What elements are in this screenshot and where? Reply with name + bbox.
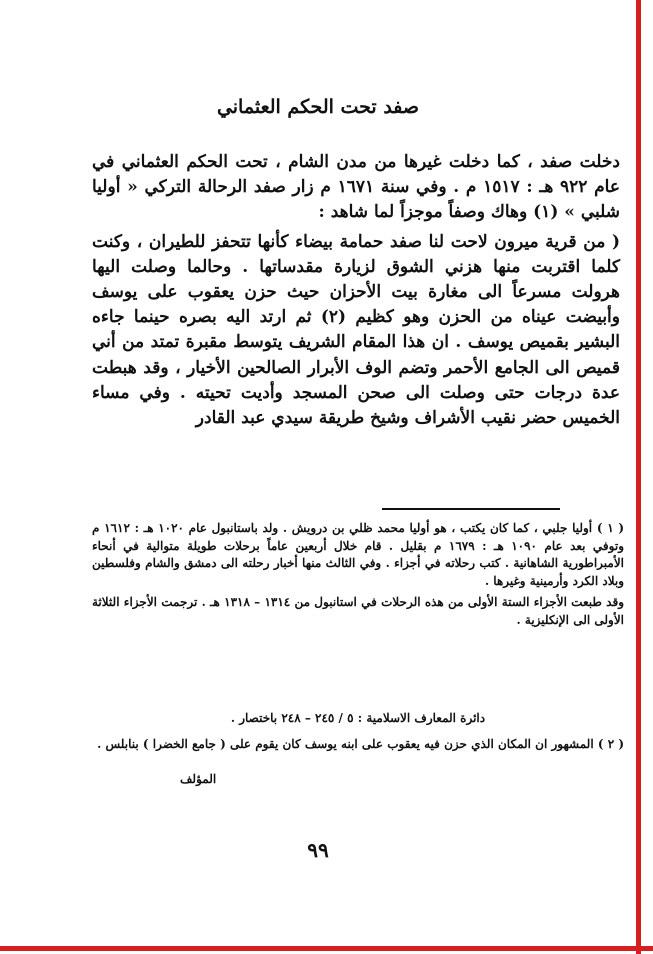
page-number: ٩٩ [307, 838, 329, 862]
footnote-source: دائرة المعارف الاسلامية : ٥ / ٢٤٥ – ٢٤٨ باختصار . [230, 711, 486, 725]
footnote-2: ( ٢ ) المشهور ان المكان الذي حزن فيه يعقوب على ابنه يوسف كان يقوم على ( جامع الخضرا ) بنابلس . [97, 737, 624, 751]
footnote-1 [92, 520, 624, 629]
window-frame-bottom [0, 946, 653, 951]
footnote-author: المؤلف [180, 772, 217, 786]
footnote-divider [382, 508, 560, 510]
footnote-1-note: وقد طبعت الأجزاء الستة الأولى من هذه الرحلات في استانبول من ١٣١٤ – ١٣١٨ هـ . ترجمت الأجزاء الثلاثة الأولى الى الإنكليزية . [92, 595, 624, 627]
quote-paragraph: ( من قرية ميرون لاحت لنا صفد حمامة بيضاء كأنها تتحفز للطيران ، وكنت كلما اقتربت منها هزني الشوق لزيارة مقدساتها . وحالما وصلت اليها هرولت مسرعاً الى مغارة بيت الأحزان حيث حزن يعقوب على يوسف وأبيضت عيناه من الحزن وهو كظيم (٢) ثم ارتد اليه بصره حينما جاءه البشير بقميص يوسف . ان هذا المقام الشريف يتوسط مقبرة تمتد من أني قميص الى الجامع الأحمر وتضم الوف الأبرار الصالحين الأخيار ، وقد هبطت عدة درجات حتى وصلت الى صحن المسجد وأديت تحيته . وفي مساء الخميس حضر نقيب الأشراف وشيخ طريقة سيدي عبد القادر [92, 231, 620, 429]
chapter-title: صفد تحت الحكم العثماني [216, 96, 420, 118]
intro-paragraph: دخلت صفد ، كما دخلت غيرها من مدن الشام ، تحت الحكم العثماني في عام ٩٢٢ هـ : ١٥١٧ م . وفي سنة ١٦٧١ م زار صفد الرحالة التركي « أوليا شلبي » (١) وهاك وصفاً موجزاً لما شاهد : [92, 152, 620, 223]
body-text [92, 150, 620, 431]
window-frame-right [636, 0, 641, 954]
footnote-1-text: ( ١ ) أوليا جلبي ، كما كان يكتب ، هو أوليا محمد ظلي بن درويش . ولد باستانبول عام ١٠٢٠ هـ : ١٦١٢ م وتوفي بعد عام ١٠٩٠ هـ : ١٦٧٩ م بقليل . قام خلال أربعين عاماً برحلات طويلة متوالية في أنحاء الأمبراطورية الشاهانية . كتب رحلاته في أجزاء . وفي الثالث منها أخبار رحلته الى دمشق والشام وفلسطين وبلاد الكرد وأرمينية وغيرها . [92, 521, 624, 588]
